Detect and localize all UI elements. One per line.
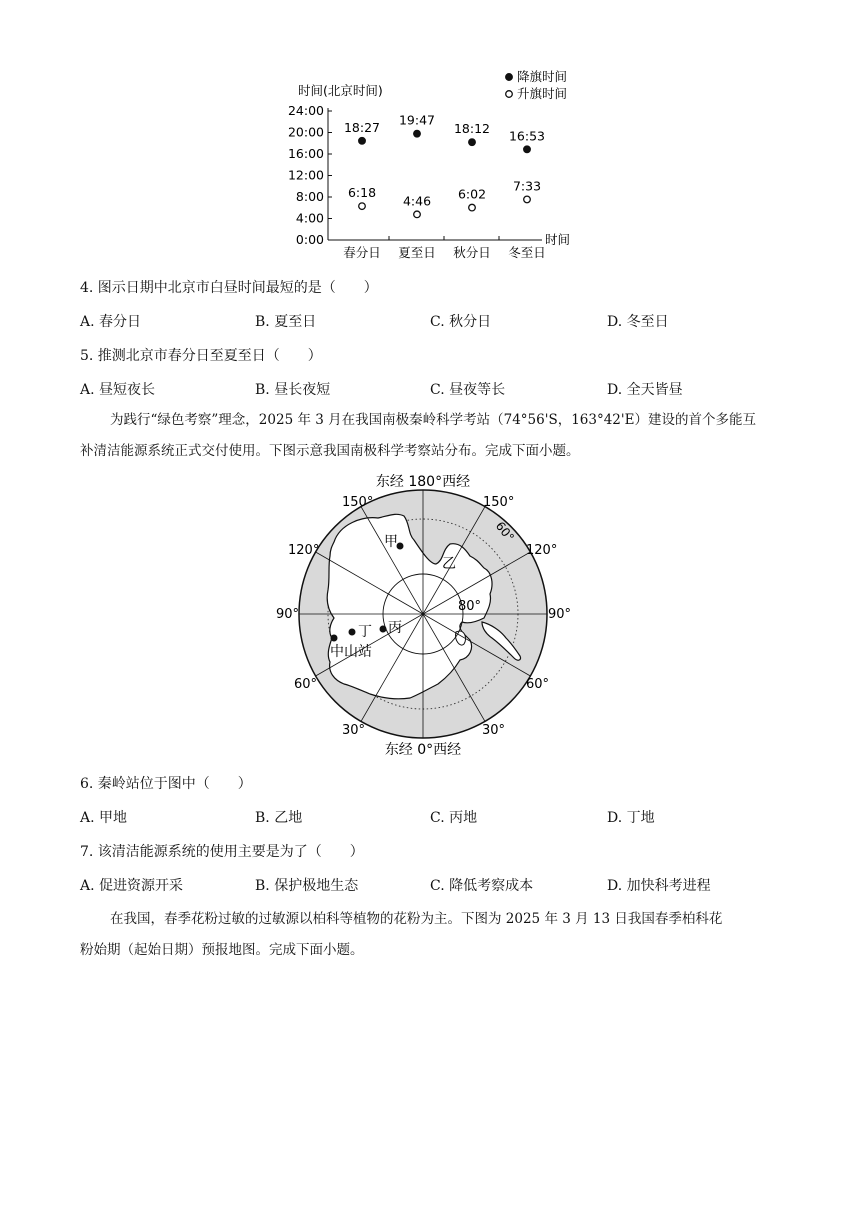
site-bing-label: 丙: [388, 620, 402, 636]
zhongshan-station-label: 中山站: [330, 644, 372, 660]
q6-option-d[interactable]: D. 丁地: [607, 810, 655, 826]
q7-option-c[interactable]: C. 降低考察成本: [430, 878, 534, 894]
q6-option-c[interactable]: C. 丙地: [430, 810, 478, 826]
lon-label-30-right: 30°: [482, 723, 506, 738]
y-tick-label: 24:00: [287, 103, 324, 118]
lon-label-60-right: 60°: [526, 677, 550, 692]
flag-time-chart: [280, 68, 590, 268]
lon-label-90-right: 90°: [548, 607, 572, 622]
site-ding-label: 丁: [358, 624, 372, 640]
lower-flag-time-label: 18:12: [453, 121, 491, 137]
x-tick-label: 春分日: [343, 245, 381, 260]
y-tick-label: 0:00: [295, 232, 324, 247]
lon-label-30-left: 30°: [342, 723, 366, 738]
q4-option-d[interactable]: D. 冬至日: [607, 314, 669, 330]
legend-entry: 降旗时间: [517, 69, 568, 84]
y-tick-label: 8:00: [295, 189, 324, 204]
question-4-stem: 4. 图示日期中北京市白昼时间最短的是（ ）: [80, 280, 378, 296]
lon-label-60-left: 60°: [294, 677, 318, 692]
lower-flag-point: [469, 139, 476, 146]
q7-option-d[interactable]: D. 加快科考进程: [607, 878, 711, 894]
raise-flag-time-label: 6:02: [457, 186, 487, 202]
q6-option-a[interactable]: A. 甲地: [80, 810, 128, 826]
map-bottom-label: 东经 0°西经: [384, 742, 462, 758]
lower-flag-time-label: 19:47: [398, 112, 436, 128]
question-5-stem: 5. 推测北京市春分日至夏至日（ ）: [80, 348, 322, 364]
antarctic-station-map: [270, 472, 580, 762]
site-yi-label: 乙: [442, 556, 456, 572]
q4-option-b[interactable]: B. 夏至日: [255, 314, 317, 330]
x-axis-label: 时间: [545, 232, 571, 247]
lower-flag-point: [524, 146, 531, 153]
legend-hollow-marker: [506, 91, 513, 98]
question-7-stem: 7. 该清洁能源系统的使用主要是为了（ ）: [80, 844, 364, 860]
x-tick-label: 夏至日: [398, 245, 436, 260]
raise-flag-time-label: 4:46: [402, 193, 432, 209]
raise-flag-time-label: 7:33: [512, 178, 542, 194]
lower-flag-time-label: 18:27: [343, 119, 381, 135]
x-tick-label: 秋分日: [453, 245, 491, 260]
lower-flag-point: [359, 138, 366, 145]
site-bing-dot: [380, 626, 387, 633]
lat-label-60: 60°: [492, 518, 517, 545]
q4-option-c[interactable]: C. 秋分日: [430, 314, 492, 330]
lower-flag-time-label: 16:53: [508, 128, 546, 144]
passage-antarctic: [80, 405, 780, 467]
y-tick-label: 16:00: [287, 146, 324, 161]
raise-flag-point: [469, 204, 476, 211]
lon-label-90-left: 90°: [276, 607, 300, 622]
y-tick-label: 12:00: [287, 167, 324, 183]
site-jia-label: 甲: [384, 534, 398, 550]
passage-antarctic-line1: 为践行“绿色考察”理念，2025 年 3 月在我国南极秦岭科学考站（74°56'S，163°42'E）建设的首个多能互: [110, 412, 756, 428]
q5-option-a[interactable]: A. 昼短夜长: [80, 382, 156, 398]
q7-option-a[interactable]: A. 促进资源开采: [80, 878, 184, 894]
passage-pollen-line2: 粉始期（起始日期）预报地图。完成下面小题。: [80, 942, 364, 958]
legend-filled-marker: [506, 74, 513, 81]
raise-flag-point: [414, 211, 421, 218]
q5-option-b[interactable]: B. 昼长夜短: [255, 382, 331, 398]
raise-flag-point: [359, 203, 366, 210]
map-top-label: 东经 180°西经: [375, 474, 471, 490]
lon-label-120-right: 120°: [526, 543, 558, 558]
y-axis-label: 时间(北京时间): [298, 83, 383, 98]
q7-option-b[interactable]: B. 保护极地生态: [255, 878, 359, 894]
question-6-stem: 6. 秦岭站位于图中（ ）: [80, 776, 252, 792]
lat-label-80: 80°: [458, 599, 482, 614]
q4-option-a[interactable]: A. 春分日: [80, 314, 142, 330]
y-tick-label: 4:00: [295, 210, 324, 226]
site-ding-dot: [349, 629, 356, 636]
x-tick-label: 冬至日: [508, 245, 546, 260]
q5-option-c[interactable]: C. 昼夜等长: [430, 382, 506, 398]
passage-pollen: [80, 904, 780, 966]
passage-pollen-line1: 在我国，春季花粉过敏的过敏源以柏科等植物的花粉为主。下图为 2025 年 3 月 13 日我国春季柏科花: [110, 911, 723, 927]
lon-label-150-left: 150°: [342, 495, 374, 510]
passage-antarctic-line2: 补清洁能源系统正式交付使用。下图示意我国南极科学考察站分布。完成下面小题。: [80, 443, 580, 459]
lon-label-120-left: 120°: [288, 543, 320, 558]
raise-flag-time-label: 6:18: [347, 185, 377, 201]
lower-flag-point: [414, 130, 421, 137]
raise-flag-point: [524, 196, 531, 203]
q5-option-d[interactable]: D. 全天皆昼: [607, 382, 683, 398]
y-tick-label: 20:00: [287, 124, 324, 140]
lon-label-150-right: 150°: [483, 495, 515, 510]
legend-entry: 升旗时间: [517, 86, 568, 101]
q6-option-b[interactable]: B. 乙地: [255, 810, 303, 826]
zhongshan-station-dot: [331, 635, 338, 642]
